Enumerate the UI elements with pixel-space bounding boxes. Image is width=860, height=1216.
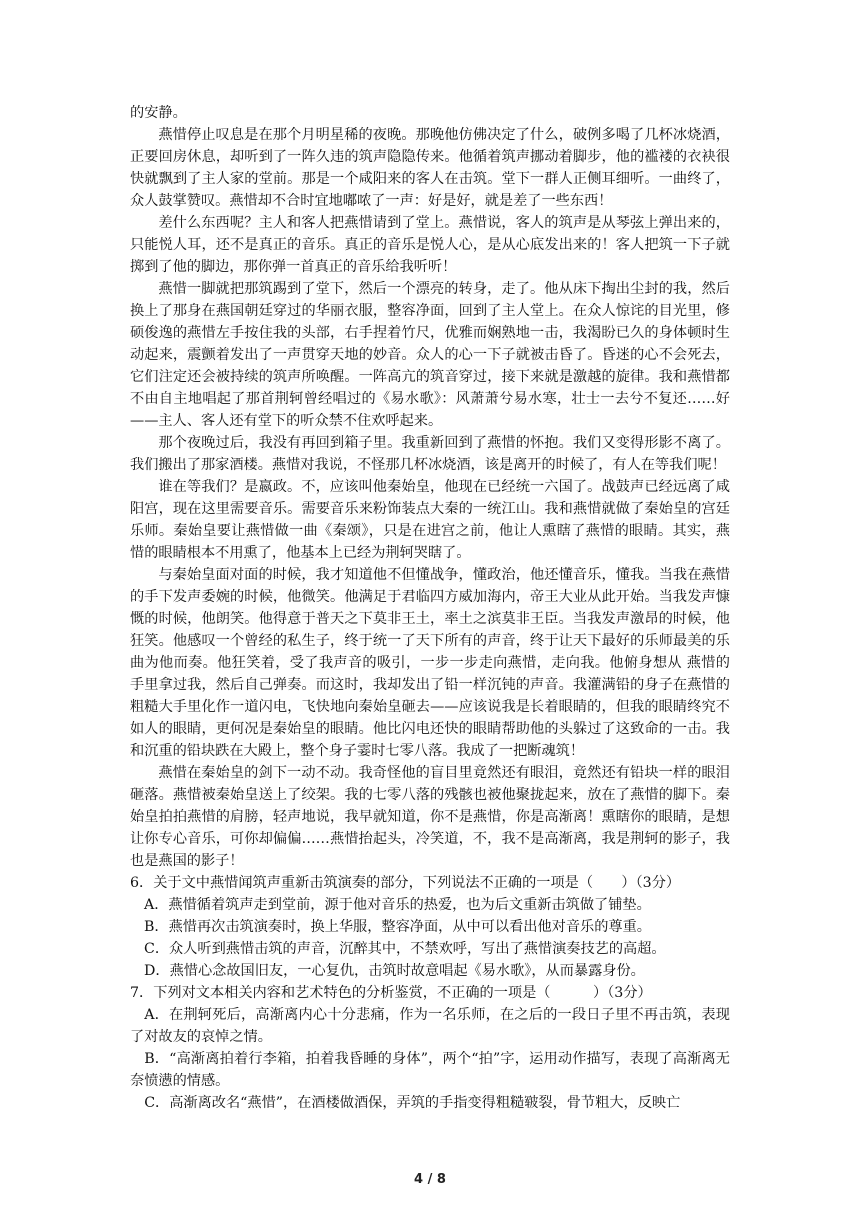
article-body	[130, 102, 730, 1114]
question-option-c: C．众人听到燕惜击筑的声音，沉醉其中，不禁欢呼，写出了燕惜演奏技艺的高超。	[144, 941, 666, 957]
question-option-a: A．在荆轲死后，高渐离内心十分悲痛，作为一名乐师，在之后的一段日子里不再击筑，表现了对故友的哀悼之情。	[130, 1007, 730, 1045]
paragraph: 燕惜在秦始皇的剑下一动不动。我奇怪他的盲目里竟然还有眼泪，竟然还有铅块一样的眼泪砸落。燕惜被秦始皇送上了绞架。我的七零八落的残骸也被他聚拢起来，放在了燕惜的脚下。秦始皇拍拍燕惜的肩膀，轻声地说，我早就知道，你不是燕惜，你是高渐离！熏瞎你的眼睛，是想让你专心音乐，可你却偏偏……燕惜抬起头，冷笑道，不，我不是高渐离，我是荆轲的影子，我也是燕国的影子！	[130, 765, 730, 869]
paragraph: 燕惜一脚就把那筑踢到了堂下，然后一个漂亮的转身，走了。他从床下掏出尘封的我，然后换上了那身在燕国朝廷穿过的华丽衣服，整容净面，回到了主人堂上。在众人惊诧的目光里，修硕俊逸的燕惜左手按住我的头部，右手捏着竹尺，优雅而娴熟地一击，我渴盼已久的身体顿时生动起来，震颤着发出了一声贯穿天地的妙音。众人的心一下子就被击昏了。昏迷的心不会死去，它们注定还会被持续的筑声所唤醒。一阵高亢的筑音穿过，接下来就是激越的旋律。我和燕惜都不由自主地唱起了那首荆轲曾经唱过的《易水歌》：风萧萧兮易水寒，壮士一去兮不复还……好——主人、客人还有堂下的听众禁不住欢呼起来。	[130, 281, 730, 429]
paragraph: 那个夜晚过后，我没有再回到箱子里。我重新回到了燕惜的怀抱。我们又变得形影不离了。我们搬出了那家酒楼。燕惜对我说，不怪那几杯冰烧酒，该是离开的时候了，有人在等我们呢！	[130, 435, 730, 473]
question-7	[130, 982, 730, 1114]
paragraph: 燕惜停止叹息是在那个月明星稀的夜晚。那晚他仿佛决定了什么，破例多喝了几杯冰烧酒，正要回房休息，却听到了一阵久违的筑声隐隐传来。他循着筑声挪动着脚步，他的褴褛的衣袂很快就飘到了主人家的堂前。那是一个咸阳来的客人在击筑。堂下一群人正侧耳细听。一曲终了，众人鼓掌赞叹。燕惜却不合时宜地嘟哝了一声：好是好，就是差了一些东西！	[130, 127, 730, 209]
question-6	[130, 872, 730, 982]
question-option-d: D．燕惜心念故国旧友，一心复仇，击筑时故意唱起《易水歌》，从而暴露身份。	[144, 963, 645, 979]
question-stem: 7．下列对文本相关内容和艺术特色的分析鉴赏，不正确的一项是（ ）（3分）	[130, 985, 652, 1001]
paragraph: 差什么东西呢？主人和客人把燕惜请到了堂上。燕惜说，客人的筑声是从琴弦上弹出来的，只能悦人耳，还不是真正的音乐。真正的音乐是悦人心，是从心底发出来的！客人把筑一下子就掷到了他的脚边，那你弹一首真正的音乐给我听听！	[130, 215, 730, 275]
question-option-a: A．燕惜循着筑声走到堂前，源于他对音乐的热爱，也为后文重新击筑做了铺垫。	[144, 897, 651, 913]
question-option-b: B．燕惜再次击筑演奏时，换上华服，整容净面，从中可以看出他对音乐的尊重。	[144, 919, 651, 935]
paragraph-continuation: 的安静。	[130, 105, 187, 121]
paragraph: 谁在等我们？是嬴政。不，应该叫他秦始皇，他现在已经统一六国了。战鼓声已经远离了咸阳宫，现在这里需要音乐。需要音乐来粉饰装点大秦的一统江山。我和燕惜就做了秦始皇的宫廷乐师。秦始皇要让燕惜做一曲《秦颂》，只是在进宫之前，他让人熏瞎了燕惜的眼睛。其实，燕惜的眼睛根本不用熏了，他基本上已经为荆轲哭瞎了。	[130, 479, 730, 561]
paragraph: 与秦始皇面对面的时候，我才知道他不但懂战争，懂政治，他还懂音乐，懂我。当我在燕惜的手下发声委婉的时候，他微笑。他满足于君临四方威加海内，帝王大业从此开始。当我发声慷慨的时候，他朗笑。他得意于普天之下莫非王土，率土之滨莫非王臣。当我发声激昂的时候，他狂笑。他感叹一个曾经的私生子，终于统一了天下所有的声音，终于让天下最好的乐师最美的乐曲为他而奏。他狂笑着，受了我声音的吸引，一步一步走向燕惜，走向我。他俯身想从 燕惜的手里拿过我，然后自己弹奏。而这时，我却发出了铅一样沉钝的声音。我灌满铅的身子在燕惜的粗糙大手里化作一道闪电，飞快地向秦始皇砸去——应该说我是长着眼睛的，但我的眼睛终究不如人的眼睛，更何况是秦始皇的眼睛。他比闪电还快的眼睛帮助他的头躲过了这致命的一击。我和沉重的铅块跌在大殿上，整个身子霎时七零八落。我成了一把断魂筑！	[130, 567, 730, 759]
question-option-b: B．“高渐离拍着行李箱，拍着我昏睡的身体”，两个“拍”字，运用动作描写，表现了高渐离无奈愤懑的情感。	[130, 1051, 730, 1089]
question-option-c: C．高渐离改名“燕惜”，在酒楼做酒保，弄筑的手指变得粗糙皲裂，骨节粗大，反映亡	[144, 1095, 681, 1111]
page-number: 4 / 8	[414, 1172, 446, 1187]
question-stem: 6．关于文中燕惜闻筑声重新击筑演奏的部分，下列说法不正确的一项是（ ）（3分）	[130, 875, 681, 891]
